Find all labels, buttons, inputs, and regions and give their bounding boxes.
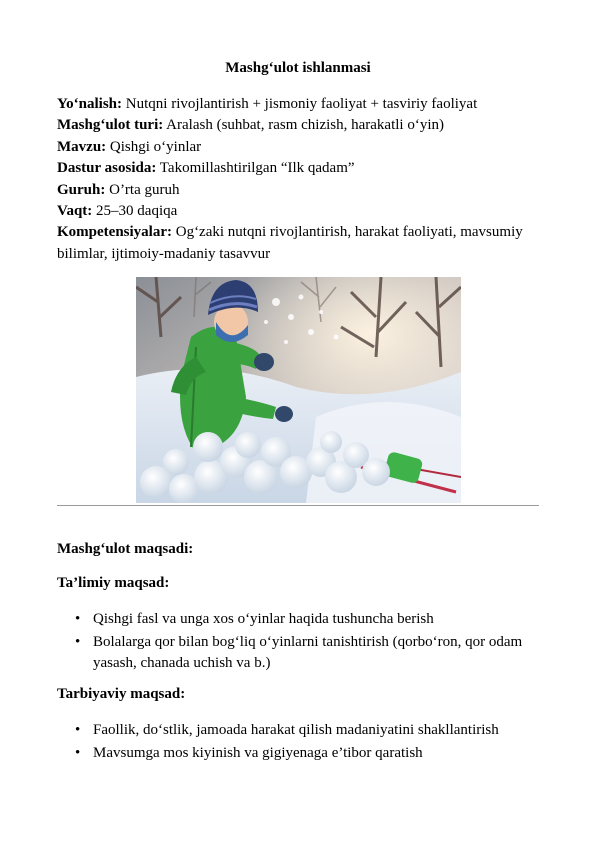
- upbringing-goal-list: [57, 720, 537, 766]
- educational-goal-list: [57, 609, 537, 676]
- meta-topic: Mavzu: Qishgi o‘yinlar: [57, 138, 202, 155]
- meta-type: Mashg‘ulot turi: Aralash (suhbat, rasm chizish, harakatli o‘yin): [57, 117, 445, 134]
- meta-time: Vaqt: 25–30 daqiqa: [57, 203, 178, 220]
- document-title: Mashg‘ulot ishlanmasi: [225, 60, 371, 76]
- list-item: • Qishgi fasl va unga xos o‘yinlar haqida tushuncha berish: [75, 611, 434, 627]
- meta-program: Dastur asosida: Takomillashtirilgan “Ilk qadam”: [57, 160, 355, 177]
- goal-heading: Mashg‘ulot maqsadi:: [57, 541, 194, 557]
- educational-goal-heading: Ta’limiy maqsad:: [57, 575, 170, 591]
- upbringing-goal-heading: Tarbiyaviy maqsad:: [57, 686, 186, 702]
- meta-direction: Yo‘nalish: Nutqni rivojlantirish + jismoniy faoliyat + tasviriy faoliyat: [57, 96, 478, 112]
- list-item: • Mavsumga mos kiyinish va gigiyenaga e’tibor qaratish: [75, 745, 423, 761]
- lesson-meta: [57, 94, 547, 265]
- list-item: • Faollik, do‘stlik, jamoada harakat qilish madaniyatini shakllantirish: [75, 722, 499, 738]
- list-item: • Bolalarga qor bilan bog‘liq o‘yinlarni tanishtirish (qorbo‘ron, qor odam yasash, chanada uchish va b.): [75, 634, 523, 671]
- meta-competencies: Kompetensiyalar: Og‘zaki nutqni rivojlantirish, harakat faoliyati, mavsumiy bilimlar, ijtimoiy-madaniy tasavvur: [57, 224, 523, 262]
- meta-group: Guruh: O’rta guruh: [57, 181, 180, 198]
- divider: [57, 505, 539, 506]
- winter-photo: [136, 277, 461, 503]
